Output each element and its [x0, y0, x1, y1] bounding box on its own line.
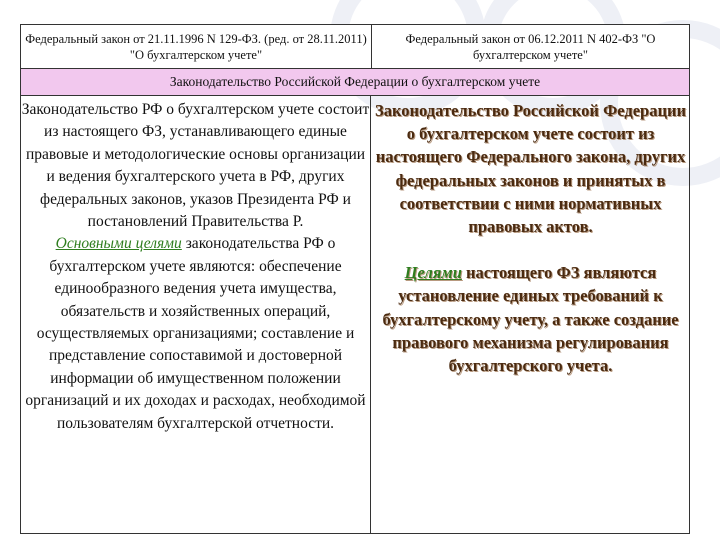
left-paragraph-1: Законодательство РФ о бухгалтерском учете состоит из настоящего ФЗ, устанавливающего единые правовые и методологические основы организации и ведения бухгалтерского учета в РФ, других федеральных законов, указов Президента РФ и постановлений Правительства Р.: [21, 101, 370, 231]
left-paragraph-2-text: законодательства РФ о бухгалтерском учете являются: обеспечение единообразного ведения учета имущества, обязательств и хозяйственных операций, осуществляемых организациями; составление и представление сопоставимой и достоверной информации об имущественном положении организаций и их доходах и расходах, необходимой пользователям бухгалтерской отчетности.: [25, 235, 366, 432]
table-header-row: [21, 25, 689, 69]
left-column-text: [21, 96, 371, 533]
header-law-2011: Федеральный закон от 06.12.2011 N 402-ФЗ "О бухгалтерском учете": [405, 31, 656, 62]
right-highlight: Целями: [404, 263, 462, 283]
right-paragraph-2-text: настоящего ФЗ являются установление единых требований к бухгалтерскому учету, а также создание правового механизма регулирования бухгалтерского учета.: [382, 263, 679, 376]
header-law-1996: Федеральный закон от 21.11.1996 N 129-ФЗ. (ред. от 28.11.2011) "О бухгалтерском учете": [21, 25, 372, 68]
table-body-row: [21, 96, 689, 533]
comparison-table: [20, 24, 690, 534]
right-column-text: [372, 96, 689, 533]
right-paragraph-1: Законодательство Российской Федерации о бухгалтерском учете состоит из настоящего Федерального закона, других федеральных законов и принятых в соответствии с ними нормативных правовых актов.: [375, 101, 686, 237]
right-paragraph-2: [372, 261, 689, 377]
left-paragraph-2: [21, 233, 370, 435]
paragraph-spacer: [372, 238, 689, 261]
topic-row: Законодательство Российской Федерации о бухгалтерском учете: [21, 69, 689, 96]
left-highlight: Основными целями: [55, 235, 182, 253]
